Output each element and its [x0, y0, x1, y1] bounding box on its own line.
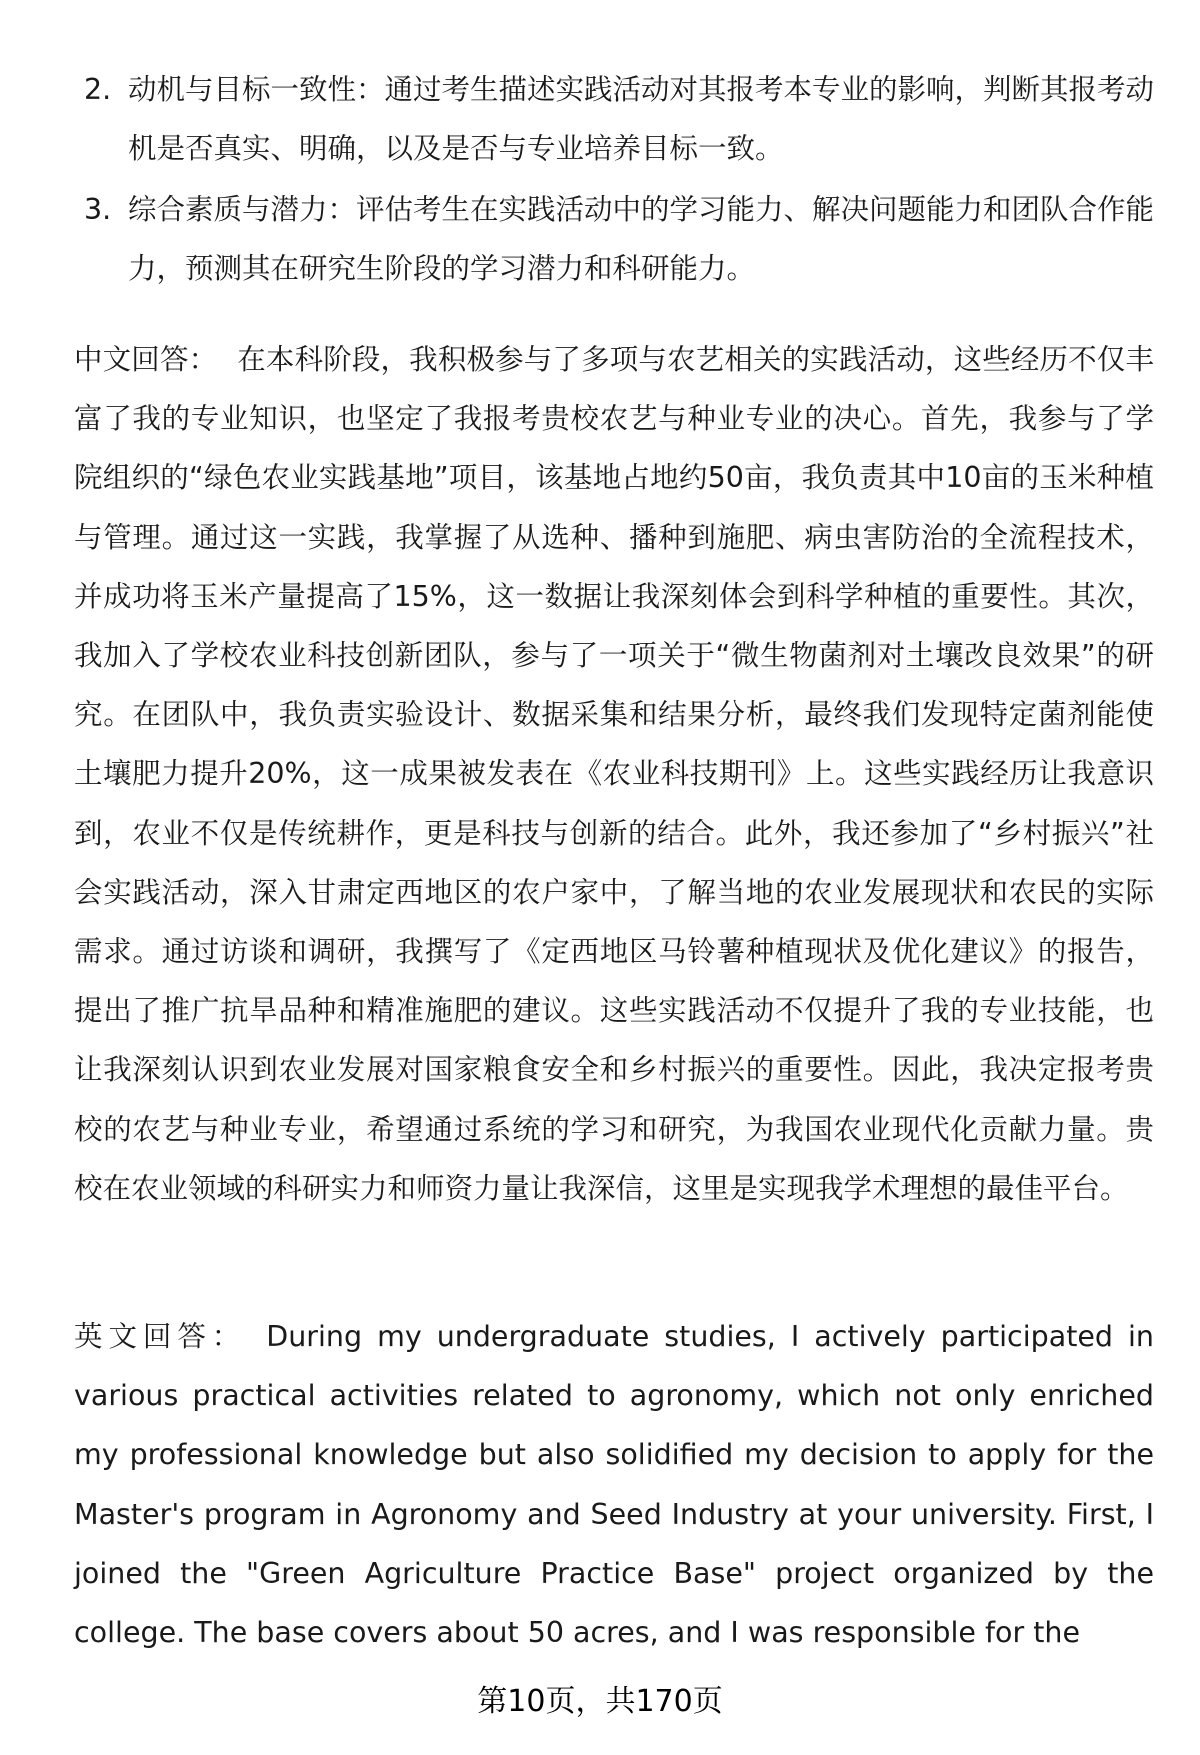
criteria-text: 综合素质与潜力：评估考生在实践活动中的学习能力、解决问题能力和团队合作能力，预测其在研究生阶段的学习潜力和科研能力。	[128, 193, 1155, 285]
criteria-number: 2.	[84, 73, 112, 106]
page-footer	[0, 1682, 1200, 1722]
evaluation-criteria-list	[74, 60, 1154, 300]
criteria-item	[74, 180, 1154, 298]
chinese-answer-label: 中文回答：	[74, 343, 218, 376]
english-answer-label: 英文回答：	[74, 1320, 247, 1353]
english-answer	[74, 1307, 1154, 1662]
criteria-text: 动机与目标一致性：通过考生描述实践活动对其报考本专业的影响，判断其报考动机是否真实、明确，以及是否与专业培养目标一致。	[128, 73, 1155, 165]
chinese-answer	[74, 330, 1154, 1218]
criteria-number: 3.	[84, 193, 112, 226]
english-answer-text: During my undergraduate studies, I actively participated in various practical activities related to agronomy, which not only enriched my professional knowledge but also solidified my decision to apply for the Master's program in Agronomy and Seed Industry at your university. First, I joined the "Green Agriculture Practice Base" project organized by the college. The base covers about 50 acres, and I was responsible for the	[74, 1320, 1154, 1650]
chinese-answer-text: 在本科阶段，我积极参与了多项与农艺相关的实践活动，这些经历不仅丰富了我的专业知识，也坚定了我报考贵校农艺与种业专业的决心。首先，我参与了学院组织的“绿色农业实践基地”项目，该基地占地约50亩，我负责其中10亩的玉米种植与管理。通过这一实践，我掌握了从选种、播种到施肥、病虫害防治的全流程技术，并成功将玉米产量提高了15%，这一数据让我深刻体会到科学种植的重要性。其次，我加入了学校农业科技创新团队，参与了一项关于“微生物菌剂对土壤改良效果”的研究。在团队中，我负责实验设计、数据采集和结果分析，最终我们发现特定菌剂能使土壤肥力提升20%，这一成果被发表在《农业科技期刊》上。这些实践经历让我意识到，农业不仅是传统耕作，更是科技与创新的结合。此外，我还参加了“乡村振兴”社会实践活动，深入甘肃定西地区的农户家中，了解当地的农业发展现状和农民的实际需求。通过访谈和调研，我撰写了《定西地区马铃薯种植现状及优化建议》的报告，提出了推广抗旱品种和精准施肥的建议。这些实践活动不仅提升了我的专业技能，也让我深刻认识到农业发展对国家粮食安全和乡村振兴的重要性。因此，我决定报考贵校的农艺与种业专业，希望通过系统的学习和研究，为我国农业现代化贡献力量。贵校在农业领域的科研实力和师资力量让我深信，这里是实现我学术理想的最佳平台。	[74, 343, 1154, 1205]
page-number: 第10页，共170页	[477, 1684, 723, 1719]
criteria-item	[74, 60, 1154, 178]
